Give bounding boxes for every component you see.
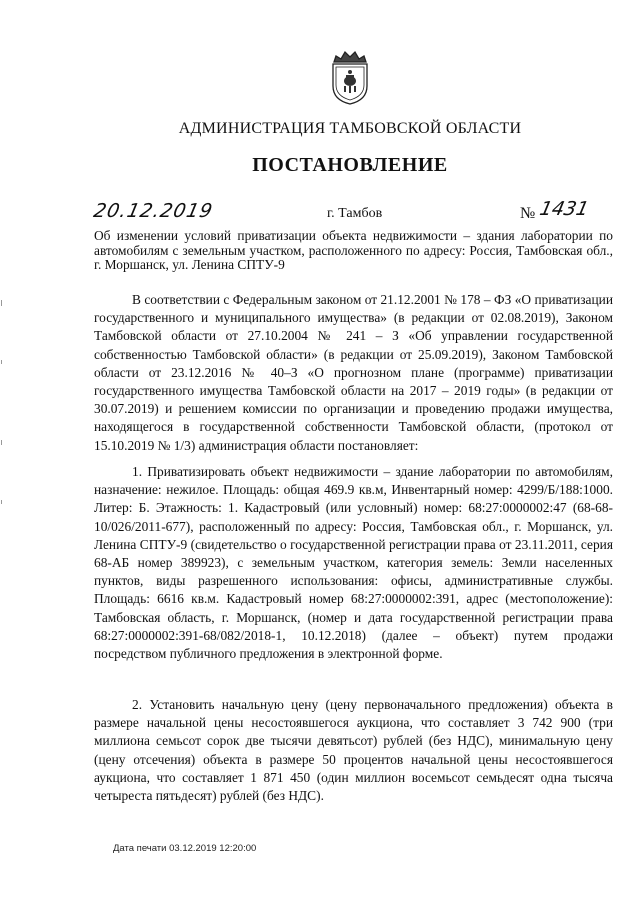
- handwritten-date: 20.12.2019: [91, 200, 216, 222]
- document-subject: Об изменении условий приватизации объекта недвижимости – здания лаборатории по автомобилям с земельным участком, расположенного по адресу: Россия, Тамбовская обл., г. Моршанск, ул. Ленина СПТУ-9: [94, 228, 613, 273]
- handwritten-number: 1431: [537, 198, 591, 220]
- document-title: ПОСТАНОВЛЕНИЕ: [252, 154, 448, 176]
- city-name: г. Тамбов: [327, 206, 383, 221]
- organization-name: АДМИНИСТРАЦИЯ ТАМБОВСКОЙ ОБЛАСТИ: [178, 120, 522, 137]
- scan-edge-marks: [0, 300, 4, 600]
- number-label: №: [520, 205, 536, 222]
- coat-of-arms-icon: [328, 48, 372, 106]
- body-paragraph-item-2: 2. Установить начальную цену (цену первоначального предложения) объекта в размере начальной цены несостоявшегося аукциона, что составляет 3 742 900 (три миллиона семьсот сорок две тысячи девятьсот) рублей (без НДС), минимальную цену (цену отсечения) объекта в размере 50 процентов начальной цены несостоявшегося аукциона, что составляет 1 871 450 (один миллион восемьсот семьдесят одна тысяча четыреста пятьдесят) рублей (без НДС).: [94, 697, 613, 804]
- body-paragraph-preamble: В соответствии с Федеральным законом от 21.12.2001 № 178 – ФЗ «О приватизации государственного и муниципального имущества» (в редакции от 02.08.2019), Законом Тамбовской области от 27.10.2004 № 241 – З «Об управлении государственной собственностью Тамбовской области» (в редакции от 25.09.2019), Законом Тамбовской области от 23.12.2016 № 40–З «О прогнозном плане (программе) приватизации государственного имущества Тамбовской области на 2017 – 2019 годы» (в редакции от 30.07.2019) и решением комиссии по организации и проведению продажи имущества, находящегося в государственной собственности Тамбовской области, (протокол от 15.10.2019 № 1/3) администрация области постановляет:: [94, 292, 613, 453]
- body-paragraph-item-1: 1. Приватизировать объект недвижимости – здание лаборатории по автомобилям, назначение: нежилое. Площадь: общая 469.9 кв.м, Инвентарный номер: 4299/Б/188:1000. Литер: Б. Этажность: 1. Кадастровый (или условный) номер: 68:27:0000002:47 (68-68-10/026/2011-677), расположенный по адресу: Россия, Тамбовская обл., г. Моршанск, ул. Ленина СПТУ-9 (свидетельство о государственной регистрации права от 23.11.2011, серия 68-АБ номер 389923), с земельным участком, категория земель: Земли населенных пунктов, виды разрешенного использования: офисы, административные службы. Площадь: 6616 кв.м. Кадастровый номер 68:27:0000002:391, адрес (местоположение): Тамбовская область, г. Моршанск, (номер и дата государственной регистрации права 68:27:0000002:391-68/082/2018-1, 10.12.2018) (далее – объект) путем продажи посредством публичного предложения в электронной форме.: [94, 464, 613, 662]
- print-date: Дата печати 03.12.2019 12:20:00: [113, 843, 257, 854]
